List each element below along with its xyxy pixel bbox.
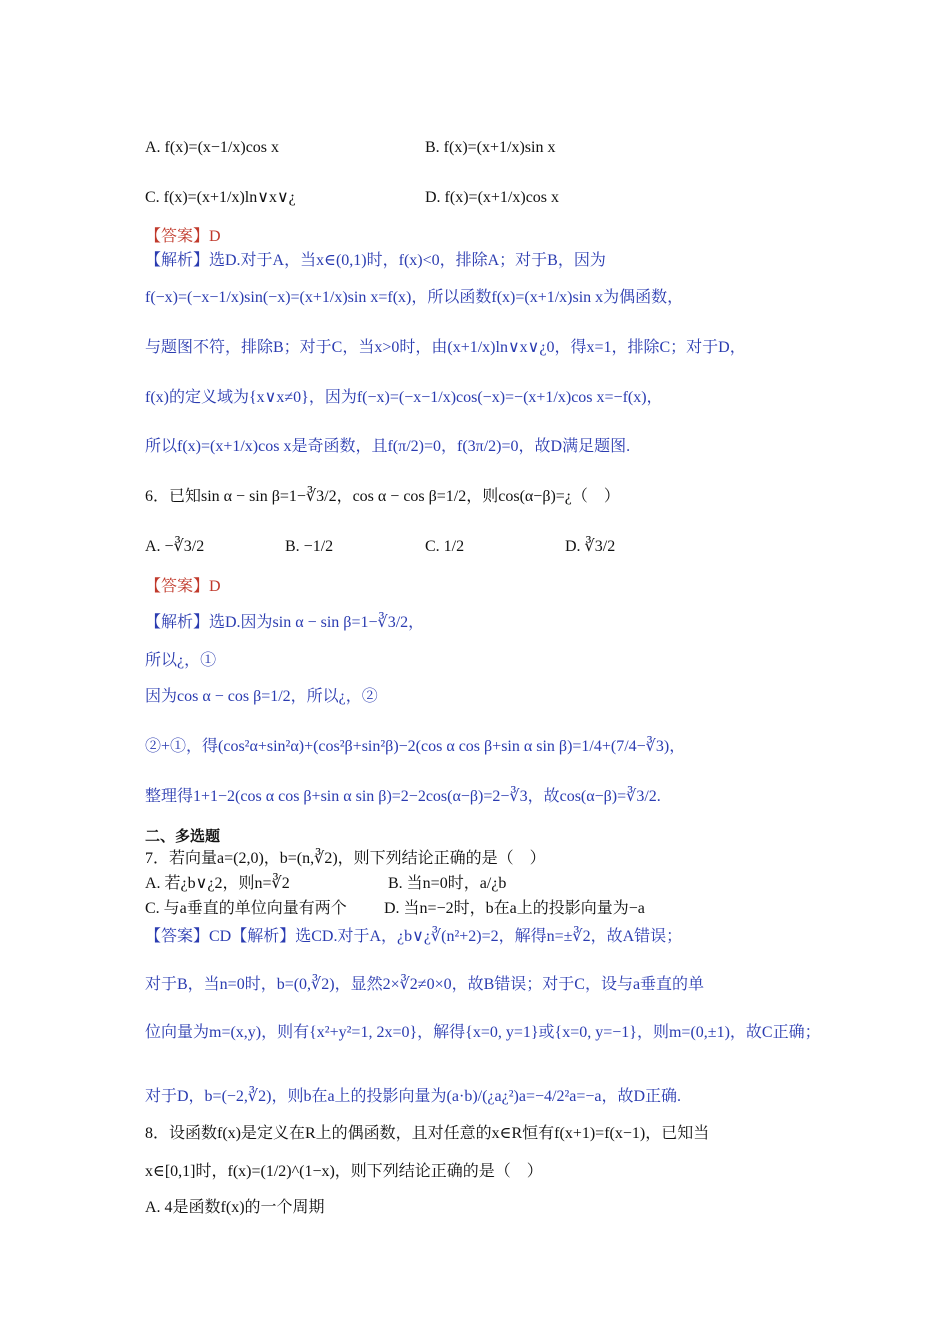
q6-option-c: C. 1/2 <box>425 538 465 555</box>
q5-option-b: B. f(x)=(x+1/x)sin x <box>425 139 556 156</box>
q5-option-c: C. f(x)=(x+1/x)ln∨x∨¿ <box>145 189 296 206</box>
q7-stem: 7．若向量a=(2,0)，b=(n,∛2)，则下列结论正确的是（ ） <box>145 850 546 867</box>
q6-analysis-line-2: 所以¿，① <box>145 652 217 669</box>
q6-analysis-line-5: 整理得1+1−2(cos α cos β+sin α sin β)=2−2cos(α−β)=2−∛3，故cos(α−β)=∛3/2. <box>145 788 661 805</box>
q7-analysis-line-3: 位向量为m=(x,y)，则有{x²+y²=1, 2x=0}，解得{x=0, y=1}或{x=0, y=−1}，则m=(0,±1)，故C正确； <box>145 1024 821 1041</box>
q6-option-d: D. ∛3/2 <box>565 538 616 555</box>
q7-analysis-line-2: 对于B，当n=0时，b=(0,∛2)，显然2×∛2≠0×0，故B错误；对于C，设与a垂直的单 <box>145 976 705 993</box>
q6-stem: 6．已知sin α − sin β=1−∛3/2，cos α − cos β=1/2，则cos(α−β)=¿（ ） <box>145 488 620 505</box>
q6-analysis-line-3: 因为cos α − cos β=1/2，所以¿，② <box>145 688 378 705</box>
q6-analysis-line-1: 【解析】选D.因为sin α − sin β=1−∛3/2， <box>145 614 425 631</box>
q7-option-d: D. 当n=−2时，b在a上的投影向量为−a <box>384 900 645 917</box>
q5-analysis-line-4: f(x)的定义域为{x∨x≠0}，因为f(−x)=(−x−1/x)cos(−x)=−(x+1/x)cos x=−f(x)， <box>145 389 663 406</box>
q7-option-b: B. 当n=0时，a/¿b <box>388 875 507 892</box>
q6-analysis-line-4: ②+①，得(cos²α+sin²α)+(cos²β+sin²β)−2(cos α cos β+sin α sin β)=1/4+(7/4−∛3)， <box>145 738 686 755</box>
q5-analysis-line-2: f(−x)=(−x−1/x)sin(−x)=(x+1/x)sin x=f(x)，所以函数f(x)=(x+1/x)sin x为偶函数， <box>145 289 684 306</box>
q5-analysis-line-5: 所以f(x)=(x+1/x)cos x是奇函数，且f(π/2)=0，f(3π/2)=0，故D满足题图. <box>145 438 631 455</box>
q5-answer: 【答案】D <box>145 228 221 245</box>
q5-option-a: A. f(x)=(x−1/x)cos x <box>145 139 280 156</box>
q6-option-b: B. −1/2 <box>285 538 334 555</box>
q8-stem-line-2: x∈[0,1]时，f(x)=(1/2)^(1−x)，则下列结论正确的是（ ） <box>145 1163 543 1180</box>
q6-option-a: A. −∛3/2 <box>145 538 205 555</box>
q8-option-a: A. 4是函数f(x)的一个周期 <box>145 1199 325 1216</box>
q5-analysis-line-1: 【解析】选D.对于A，当x∈(0,1)时，f(x)<0，排除A；对于B，因为 <box>145 252 606 269</box>
q7-analysis-line-4: 对于D，b=(−2,∛2)，则b在a上的投影向量为(a·b)/(¿a¿²)a=−4/2²a=−a，故D正确. <box>145 1088 682 1105</box>
section-title: 二、多选题 <box>145 827 221 845</box>
q7-option-a: A. 若¿b∨¿2，则n=∛2 <box>145 875 290 892</box>
q5-option-d: D. f(x)=(x+1/x)cos x <box>425 189 560 206</box>
q7-answer-analysis-line-1: 【答案】CD【解析】选CD.对于A，¿b∨¿∛(n²+2)=2，解得n=±∛2，故A错误； <box>145 928 683 945</box>
q5-analysis-line-3: 与题图不符，排除B；对于C，当x>0时，由(x+1/x)ln∨x∨¿0，得x=1，排除C；对于D， <box>145 339 746 356</box>
q6-answer: 【答案】D <box>145 578 221 595</box>
q8-stem-line-1: 8．设函数f(x)是定义在R上的偶函数，且对任意的x∈R恒有f(x+1)=f(x−1)，已知当 <box>145 1125 710 1142</box>
q7-option-c: C. 与a垂直的单位向量有两个 <box>145 900 347 917</box>
